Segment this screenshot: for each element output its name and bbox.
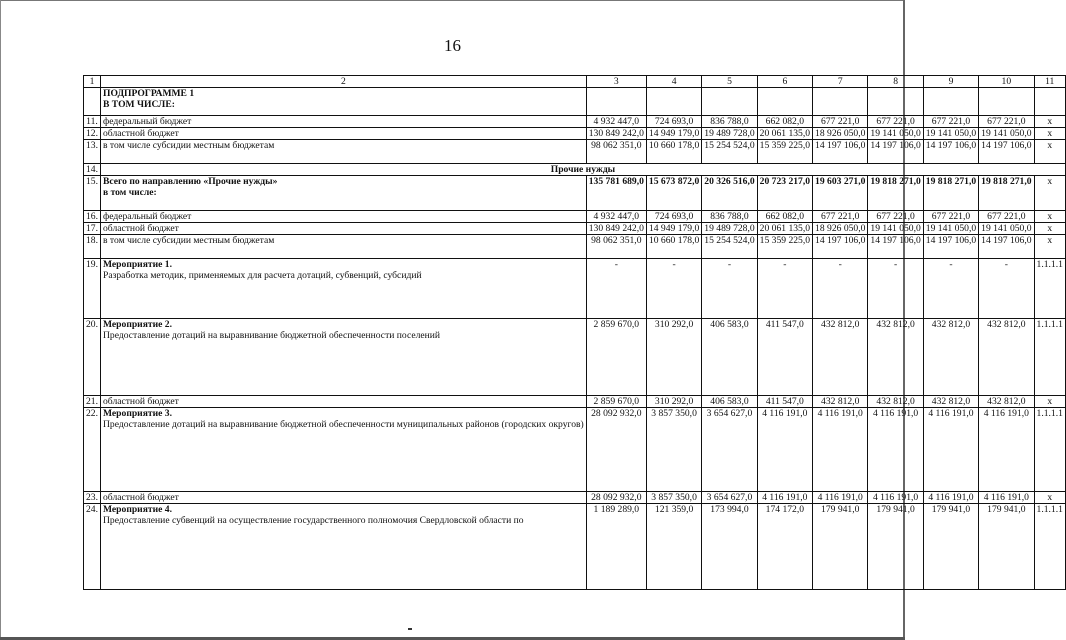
value-cell: 19 141 050,0	[868, 223, 923, 235]
value-cell: 14 197 106,0	[979, 235, 1034, 259]
row-number: 17.	[84, 223, 101, 235]
value-cell: 130 849 242,0	[586, 223, 646, 235]
value-cell: 10 660 178,0	[646, 140, 701, 164]
column-header-11: 11	[1034, 76, 1065, 88]
value-cell: 19 603 271,0	[813, 176, 868, 211]
value-cell: 411 547,0	[757, 319, 812, 396]
target-ref-cell: 1.1.1.1	[1034, 408, 1065, 492]
value-cell: 14 197 106,0	[813, 235, 868, 259]
value-cell: 836 788,0	[702, 116, 757, 128]
value-cell: 677 221,0	[868, 116, 923, 128]
activity-title: Мероприятие 4.	[103, 504, 172, 515]
value-cell: 130 849 242,0	[586, 128, 646, 140]
table-row	[84, 408, 1066, 492]
target-ref-cell	[1034, 88, 1065, 116]
row-number: 18.	[84, 235, 101, 259]
table-row	[84, 492, 1066, 504]
value-cell: 20 326 516,0	[702, 176, 757, 211]
value-cell	[702, 88, 757, 116]
row-label-text: в том числе субсидии местным бюджетам	[103, 140, 275, 151]
value-cell: 19 818 271,0	[979, 176, 1034, 211]
value-cell: 310 292,0	[646, 319, 701, 396]
value-cell: 3 857 350,0	[646, 492, 701, 504]
target-ref-cell: x	[1034, 128, 1065, 140]
value-cell: 677 221,0	[923, 211, 978, 223]
row-number: 21.	[84, 396, 101, 408]
value-cell: 677 221,0	[923, 116, 978, 128]
value-cell: 179 941,0	[868, 504, 923, 590]
target-ref-cell: 1.1.1.1	[1034, 319, 1065, 396]
value-cell: 20 723 217,0	[757, 176, 812, 211]
value-cell: -	[586, 259, 646, 319]
value-cell: 14 197 106,0	[923, 140, 978, 164]
row-label-text: федеральный бюджет	[103, 211, 192, 222]
value-cell: 19 141 050,0	[923, 223, 978, 235]
value-cell: 3 857 350,0	[646, 408, 701, 492]
row-label	[101, 396, 587, 408]
value-cell: 19 818 271,0	[923, 176, 978, 211]
value-cell: 2 859 670,0	[586, 396, 646, 408]
value-cell: 432 812,0	[979, 396, 1034, 408]
value-cell: 724 693,0	[646, 116, 701, 128]
activity-title: Мероприятие 2.	[103, 319, 172, 330]
value-cell: 432 812,0	[923, 319, 978, 396]
column-header-2: 2	[101, 76, 587, 88]
value-cell: 432 812,0	[813, 396, 868, 408]
row-label	[101, 116, 587, 128]
value-cell: 836 788,0	[702, 211, 757, 223]
budget-table	[83, 75, 1066, 590]
row-label-text: в том числе субсидии местным бюджетам	[103, 235, 275, 246]
value-cell: 98 062 351,0	[586, 140, 646, 164]
value-cell: 15 254 524,0	[702, 235, 757, 259]
row-label-text: областной бюджет	[103, 492, 179, 503]
table-row	[84, 140, 1066, 164]
row-number: 20.	[84, 319, 101, 396]
row-number: 14.	[84, 164, 101, 176]
value-cell: 3 654 627,0	[702, 408, 757, 492]
row-label-text: Предоставление дотаций на выравнивание бюджетной обеспеченности поселений	[103, 330, 441, 341]
value-cell: 724 693,0	[646, 211, 701, 223]
value-cell: 15 359 225,0	[757, 140, 812, 164]
value-cell	[646, 88, 701, 116]
value-cell: -	[646, 259, 701, 319]
value-cell	[586, 88, 646, 116]
value-cell: 4 116 191,0	[923, 408, 978, 492]
value-cell: 677 221,0	[813, 116, 868, 128]
value-cell: 28 092 932,0	[586, 408, 646, 492]
row-label-text: в том числе:	[103, 187, 157, 198]
value-cell: 14 949 179,0	[646, 128, 701, 140]
row-label-text: Предоставление субвенций на осуществление государственного полномочия Свердловской области по	[103, 515, 524, 526]
value-cell: 14 197 106,0	[813, 140, 868, 164]
value-cell	[923, 88, 978, 116]
value-cell: 677 221,0	[979, 116, 1034, 128]
value-cell: 135 781 689,0	[586, 176, 646, 211]
value-cell: 662 082,0	[757, 211, 812, 223]
value-cell: 28 092 932,0	[586, 492, 646, 504]
value-cell: 677 221,0	[813, 211, 868, 223]
value-cell: 4 116 191,0	[979, 492, 1034, 504]
row-label-text: областной бюджет	[103, 128, 179, 139]
value-cell	[868, 88, 923, 116]
value-cell	[979, 88, 1034, 116]
row-label	[101, 223, 587, 235]
column-header-1: 1	[84, 76, 101, 88]
value-cell: 432 812,0	[868, 319, 923, 396]
value-cell: 173 994,0	[702, 504, 757, 590]
value-cell: 4 116 191,0	[868, 492, 923, 504]
row-label	[101, 88, 587, 116]
row-label-text: Всего по направлению «Прочие нужды»	[103, 176, 278, 187]
row-label-text: областной бюджет	[103, 396, 179, 407]
section-heading: Прочие нужды	[101, 164, 1066, 176]
row-label	[101, 211, 587, 223]
value-cell: 19 141 050,0	[923, 128, 978, 140]
row-label	[101, 140, 587, 164]
target-ref-cell: x	[1034, 223, 1065, 235]
value-cell: 179 941,0	[813, 504, 868, 590]
value-cell: 98 062 351,0	[586, 235, 646, 259]
value-cell: -	[813, 259, 868, 319]
value-cell: 4 116 191,0	[813, 492, 868, 504]
table-row	[84, 88, 1066, 116]
row-number: 12.	[84, 128, 101, 140]
value-cell: 4 932 447,0	[586, 211, 646, 223]
target-ref-cell: x	[1034, 176, 1065, 211]
table-row	[84, 504, 1066, 590]
value-cell: 432 812,0	[813, 319, 868, 396]
value-cell: 310 292,0	[646, 396, 701, 408]
table-row	[84, 319, 1066, 396]
row-number: 16.	[84, 211, 101, 223]
column-header-4: 4	[646, 76, 701, 88]
target-ref-cell: 1.1.1.1	[1034, 259, 1065, 319]
scan-edge-top	[0, 0, 905, 1]
target-ref-cell: x	[1034, 140, 1065, 164]
value-cell: 179 941,0	[979, 504, 1034, 590]
value-cell: -	[757, 259, 812, 319]
value-cell: 15 359 225,0	[757, 235, 812, 259]
value-cell: 10 660 178,0	[646, 235, 701, 259]
table-row	[84, 176, 1066, 211]
column-number-row	[84, 76, 1066, 88]
row-number: 22.	[84, 408, 101, 492]
activity-title: Мероприятие 3.	[103, 408, 172, 419]
table-row	[84, 396, 1066, 408]
value-cell: 432 812,0	[868, 396, 923, 408]
value-cell: 662 082,0	[757, 116, 812, 128]
row-number: 19.	[84, 259, 101, 319]
value-cell: 4 116 191,0	[813, 408, 868, 492]
row-label	[101, 235, 587, 259]
column-header-7: 7	[813, 76, 868, 88]
table-body	[84, 76, 1066, 590]
table-row	[84, 259, 1066, 319]
value-cell: 3 654 627,0	[702, 492, 757, 504]
value-cell: 179 941,0	[923, 504, 978, 590]
row-label-text: Разработка методик, применяемых для расчета дотаций, субвенций, субсидий	[103, 270, 422, 281]
table-row	[84, 128, 1066, 140]
value-cell: 14 197 106,0	[868, 235, 923, 259]
column-header-9: 9	[923, 76, 978, 88]
value-cell: 19 818 271,0	[868, 176, 923, 211]
value-cell: 19 489 728,0	[702, 223, 757, 235]
value-cell: 406 583,0	[702, 396, 757, 408]
activity-title: Мероприятие 1.	[103, 259, 172, 270]
target-ref-cell: 1.1.1.1	[1034, 504, 1065, 590]
value-cell: 4 116 191,0	[923, 492, 978, 504]
column-header-10: 10	[979, 76, 1034, 88]
scan-edge-left	[0, 0, 1, 640]
value-cell: 15 673 872,0	[646, 176, 701, 211]
row-label	[101, 319, 587, 396]
row-number	[84, 88, 101, 116]
value-cell: 2 859 670,0	[586, 319, 646, 396]
table-row	[84, 164, 1066, 176]
column-header-6: 6	[757, 76, 812, 88]
column-header-3: 3	[586, 76, 646, 88]
value-cell: 432 812,0	[923, 396, 978, 408]
value-cell: 677 221,0	[979, 211, 1034, 223]
value-cell: 4 116 191,0	[757, 492, 812, 504]
target-ref-cell: x	[1034, 116, 1065, 128]
value-cell: 20 061 135,0	[757, 223, 812, 235]
page-number: 16	[444, 36, 461, 55]
row-number: 15.	[84, 176, 101, 211]
row-label	[101, 176, 587, 211]
value-cell: 432 812,0	[979, 319, 1034, 396]
column-header-5: 5	[702, 76, 757, 88]
row-number: 13.	[84, 140, 101, 164]
value-cell: -	[702, 259, 757, 319]
target-ref-cell: x	[1034, 492, 1065, 504]
value-cell: 4 932 447,0	[586, 116, 646, 128]
value-cell	[757, 88, 812, 116]
scan-mark	[408, 628, 412, 630]
value-cell: -	[979, 259, 1034, 319]
target-ref-cell: x	[1034, 235, 1065, 259]
value-cell: 4 116 191,0	[757, 408, 812, 492]
row-number: 11.	[84, 116, 101, 128]
value-cell: 1 189 289,0	[586, 504, 646, 590]
value-cell: 19 489 728,0	[702, 128, 757, 140]
table-row	[84, 116, 1066, 128]
table-row	[84, 211, 1066, 223]
table-row	[84, 223, 1066, 235]
value-cell: 14 197 106,0	[923, 235, 978, 259]
table-row	[84, 235, 1066, 259]
value-cell	[813, 88, 868, 116]
value-cell: 19 141 050,0	[868, 128, 923, 140]
value-cell: -	[868, 259, 923, 319]
value-cell: 19 141 050,0	[979, 223, 1034, 235]
value-cell: 20 061 135,0	[757, 128, 812, 140]
value-cell: 174 172,0	[757, 504, 812, 590]
value-cell: 4 116 191,0	[868, 408, 923, 492]
column-header-8: 8	[868, 76, 923, 88]
row-label	[101, 408, 587, 492]
value-cell: 15 254 524,0	[702, 140, 757, 164]
value-cell: 677 221,0	[868, 211, 923, 223]
row-label-text: Предоставление дотаций на выравнивание бюджетной обеспеченности муниципальных районов (городских округов)	[103, 419, 584, 430]
row-label	[101, 259, 587, 319]
value-cell: 19 141 050,0	[979, 128, 1034, 140]
row-label-text: ПОДПРОГРАММЕ 1	[103, 88, 195, 99]
row-number: 23.	[84, 492, 101, 504]
value-cell: -	[923, 259, 978, 319]
row-label	[101, 492, 587, 504]
value-cell: 121 359,0	[646, 504, 701, 590]
row-number: 24.	[84, 504, 101, 590]
value-cell: 14 197 106,0	[979, 140, 1034, 164]
target-ref-cell: x	[1034, 396, 1065, 408]
row-label-text: федеральный бюджет	[103, 116, 192, 127]
value-cell: 411 547,0	[757, 396, 812, 408]
value-cell: 14 197 106,0	[868, 140, 923, 164]
row-label	[101, 504, 587, 590]
row-label-text: В ТОМ ЧИСЛЕ:	[103, 99, 175, 110]
row-label-text: областной бюджет	[103, 223, 179, 234]
value-cell: 18 926 050,0	[813, 128, 868, 140]
target-ref-cell: x	[1034, 211, 1065, 223]
row-label	[101, 128, 587, 140]
value-cell: 406 583,0	[702, 319, 757, 396]
value-cell: 4 116 191,0	[979, 408, 1034, 492]
value-cell: 18 926 050,0	[813, 223, 868, 235]
value-cell: 14 949 179,0	[646, 223, 701, 235]
